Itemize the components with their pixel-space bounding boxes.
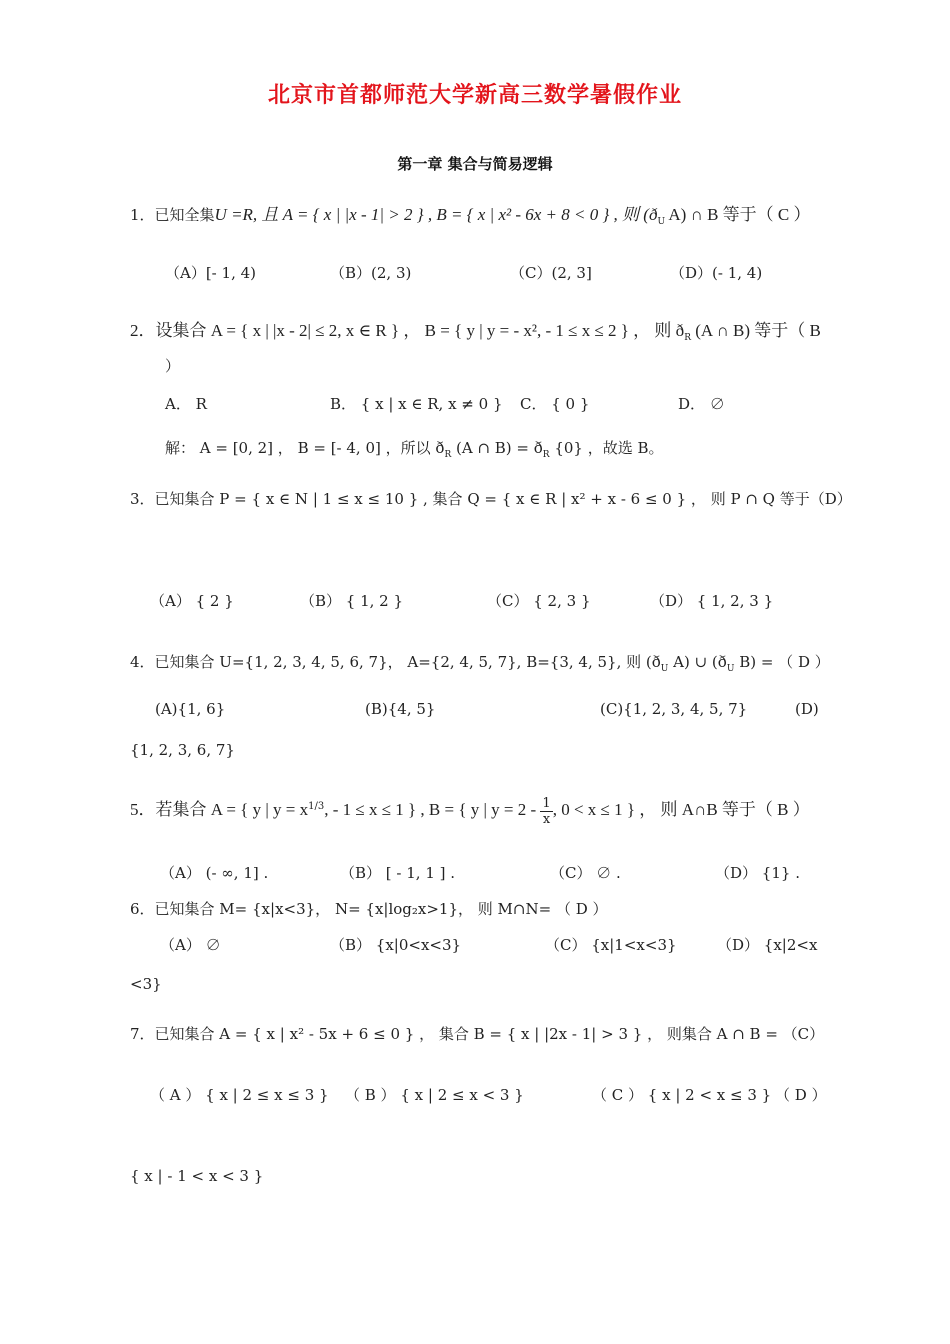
q5-option-b: （B） [ - 1, 1 ] .	[340, 864, 456, 882]
q4-option-d-cont: {1, 2, 3, 6, 7}	[130, 741, 235, 759]
q7-option-d-cont: { x | - 1 < x < 3 }	[130, 1167, 264, 1185]
question-5-mid: , - 1 ≤ x ≤ 1 } , B = { y | y = 2 -	[324, 800, 541, 819]
q4-option-c: (C){1, 2, 3, 4, 5, 7}	[600, 700, 748, 718]
q1-option-b: （B）(2, 3)	[330, 264, 412, 282]
question-1-tail: A) ∩ B 等于（ C ）	[665, 205, 811, 224]
question-5: 5．若集合 A = { y | $y = x^{1/3}$, - 1 ≤ x ≤ 1 } , B = { y | y = 2 - $\frac{1}{x}$ , 0 < x ≤ 1 } ， 则 A∩B 等于（ B ）	[130, 795, 810, 827]
q3-option-b: （B） { 1, 2 }	[300, 592, 404, 610]
q5-option-c: （C） ∅ .	[550, 864, 621, 882]
q2-solution-text: 解： A = [0, 2] ， B = [- 4, 0] ，所以 ð	[165, 439, 445, 457]
q5-exp-num: 1	[308, 801, 315, 812]
question-2-text: 2．设集合 A = { x | |x - 2| ≤ 2, x ∈ R } ， B = { y | y = - x², - 1 ≤ x ≤ 2 } ， 则 ð	[130, 321, 685, 340]
question-1-sets: U =R, 且 A = { x | |x - 1| > 2 } , B = { x | x² - 6x + 8 < 0 } , 则 (ð	[214, 205, 658, 224]
q6-option-d-cont: <3}	[130, 975, 162, 993]
question-6: 6．已知集合 M= {x|x<3}， N= {x|log₂x>1}， 则 M∩N= （ D ）	[130, 900, 608, 918]
question-1-prefix: 1．已知全集	[130, 206, 215, 224]
q5-frac-den: x	[542, 811, 551, 827]
q3-option-c: （C） { 2, 3 }	[487, 592, 591, 610]
q7-option-c: （ C ） { x | 2 < x ≤ 3 }	[592, 1086, 772, 1104]
question-5-prefix: 5．若集合 A = { y | y = x	[130, 800, 309, 819]
q2-solution-end: {0} ，故选 B。	[549, 439, 664, 457]
q7-option-d: （ D ）	[775, 1086, 827, 1104]
q1-option-a: （A）[- 1, 4)	[165, 264, 256, 282]
q2-option-c: C． { 0 }	[520, 395, 590, 413]
q6-option-b: （B） {x|0<x<3}	[330, 936, 462, 954]
q3-option-d: （D） { 1, 2, 3 }	[650, 592, 774, 610]
q1-option-d: （D）(- 1, 4)	[670, 264, 763, 282]
q4-option-a: (A){1, 6}	[155, 700, 226, 718]
q5-option-a: （A） (- ∞, 1] .	[160, 864, 269, 882]
question-3: 3．已知集合 P = { x ∈ N | 1 ≤ x ≤ 10 } , 集合 Q = { x ∈ R | x² + x - 6 ≤ 0 } ， 则 P ∩ Q 等于（D）	[130, 490, 852, 508]
q5-fraction	[540, 796, 552, 827]
q4-option-b: (B){4, 5}	[365, 700, 436, 718]
q5-option-d: （D） {1} .	[715, 864, 800, 882]
question-4-text: 4．已知集合 U={1, 2, 3, 4, 5, 6, 7}， A={2, 4, 5, 7}, B={3, 4, 5}, 则 (ð	[130, 653, 661, 671]
question-4: 4．已知集合 U={1, 2, 3, 4, 5, 6, 7}， A={2, 4, 5, 7}, B={3, 4, 5}, 则 ($ð_U$ A) ∪ ($ð_U$ B) = （ D ）	[130, 653, 830, 674]
question-7: 7．已知集合 A = { x | x² - 5x + 6 ≤ 0 } ， 集合 B = { x | |2x - 1| > 3 } ， 则集合 A ∩ B = （C）	[130, 1025, 825, 1043]
q6-option-d: （D） {x|2<x	[717, 936, 818, 954]
question-2: 2．设集合 A = { x | |x - 2| ≤ 2, x ∈ R } ， B = { y | y = - x², - 1 ≤ x ≤ 2 } ， 则 $ð_R$ (A ∩ B) 等于（ B	[130, 321, 821, 343]
q3-option-a: （A） { 2 }	[150, 592, 234, 610]
q2-solution-mid: (A ∩ B) = ð	[451, 439, 543, 457]
question-2-cont: ）	[165, 357, 181, 375]
q2-option-b: B． { x | x ∈ R, x ≠ 0 }	[330, 395, 503, 413]
q4-option-d: (D)	[795, 700, 819, 718]
q7-option-b: （ B ） { x | 2 ≤ x < 3 }	[345, 1086, 524, 1104]
q6-option-a: （A） ∅	[160, 936, 221, 954]
q1-option-c: （C）(2, 3]	[510, 264, 592, 282]
q6-option-c: （C） {x|1<x<3}	[545, 936, 677, 954]
question-2-tail: (A ∩ B) 等于（ B	[690, 321, 821, 340]
q5-exp-den: 3	[317, 801, 325, 812]
page-title: 北京市首都师范大学新高三数学暑假作业	[267, 82, 682, 108]
q2-option-d: D． ∅	[678, 395, 725, 413]
question-4-mid: A) ∪ (ð	[668, 653, 727, 671]
q7-option-a: （ A ） { x | 2 ≤ x ≤ 3 }	[150, 1086, 329, 1104]
question-5-tail: , 0 < x ≤ 1 } ， 则 A∩B 等于（ B ）	[552, 800, 810, 819]
question-4-tail: B) = （ D ）	[734, 653, 830, 671]
q5-frac-num: 1	[542, 795, 551, 811]
question-1: 1．已知全集U =R, 且 A = { x | |x - 1| > 2 } , B = { x | x² - 6x + 8 < 0 } , 则 ($ð_U$ A) ∩ B 等于（ C ）	[130, 205, 811, 227]
q2-option-a: A． R	[165, 395, 207, 413]
q2-solution: 解： A = [0, 2] ， B = [- 4, 0] ，所以 $ð_R$ (A ∩ $B) = ð_R$ {0} ，故选 B。	[165, 439, 664, 460]
chapter-heading: 第一章 集合与简易逻辑	[397, 155, 553, 173]
